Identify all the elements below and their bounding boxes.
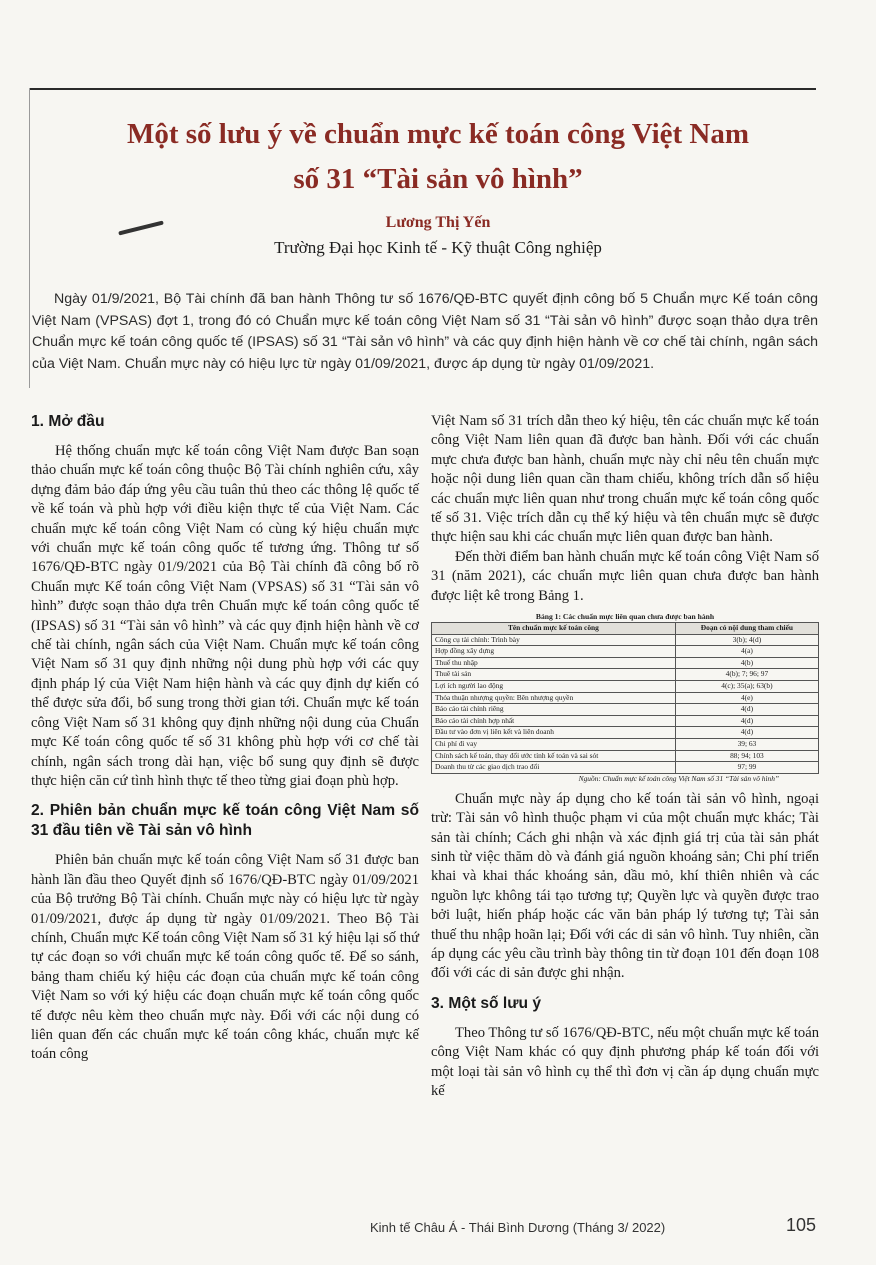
reference-paragraphs: 88; 94; 103	[675, 750, 818, 762]
table-row	[432, 704, 819, 716]
left-column	[31, 412, 419, 1065]
journal-name: Kinh tế Châu Á - Thái Bình Dương (Tháng 3/ 2022)	[370, 1220, 666, 1235]
section-2-heading: 2. Phiên bản chuẩn mực kế toán công Việt Nam số 31 đầu tiên về Tài sản vô hình	[31, 802, 419, 840]
reference-paragraphs: 39; 63	[675, 739, 818, 751]
reference-paragraphs: 3(b); 4(d)	[675, 634, 818, 646]
standard-name: Hợp đồng xây dựng	[432, 646, 676, 658]
standard-name: Lợi ích người lao động	[432, 681, 676, 693]
table-header-standard: Tên chuẩn mực kế toán công	[432, 623, 676, 635]
standard-name: Thỏa thuận nhượng quyền: Bên nhượng quyền	[432, 692, 676, 704]
reference-paragraphs: 97; 99	[675, 762, 818, 774]
reference-paragraphs: 4(d)	[675, 715, 818, 727]
standard-name: Thuế thu nhập	[432, 657, 676, 669]
table-row	[432, 657, 819, 669]
reference-paragraphs: 4(c); 35(a); 63(b)	[675, 681, 818, 693]
table-row	[432, 727, 819, 739]
author-affiliation: Trường Đại học Kinh tế - Kỹ thuật Công nghiệp	[274, 238, 602, 257]
standard-name: Chính sách kế toán, thay đổi ước tính kế toán và sai sót	[432, 750, 676, 762]
standard-name: Đầu tư vào đơn vị liên kết và liên doanh	[432, 727, 676, 739]
table-row	[432, 681, 819, 693]
section-2-paragraph-1: Phiên bản chuẩn mực kế toán công Việt Nam số 31 được ban hành lần đầu theo Quyết định số 1676/QĐ-BTC ngày 01/09/2021 của Bộ trưởng Bộ Tài chính. Chuẩn mực này có hiệu lực từ ngày 01/09/2021, được áp dụng từ ngày 01/09/2021. Theo Bộ Tài chính, Chuẩn mực Kế toán công Việt Nam số 31 ký hiệu lại số thứ tự các đoạn so với chuẩn mực kế toán công quốc tế. Để so sánh, bảng tham chiếu ký hiệu các đoạn của chuẩn mực kế toán công Việt Nam so với ký hiệu các đoạn chuẩn mực kế toán công quốc tế được nêu kèm theo chuẩn mực này. Đối với các nội dung có liên quan đến các chuẩn mực kế toán công khác, chuẩn mực kế toán công	[31, 852, 419, 1063]
standard-name: Công cụ tài chính: Trình bày	[432, 634, 676, 646]
standard-name: Thuê tài sản	[432, 669, 676, 681]
standard-name: Báo cáo tài chính riêng	[432, 704, 676, 716]
table-row	[432, 739, 819, 751]
table-row	[432, 715, 819, 727]
article-title	[40, 112, 836, 202]
section-2-paragraph-3: Đến thời điểm ban hành chuẩn mực kế toán công Việt Nam số 31 (năm 2021), các chuẩn mực liên quan chưa được ban hành được liệt kê trong Bảng 1.	[431, 548, 819, 604]
table-1	[431, 612, 819, 784]
right-column	[431, 412, 819, 1101]
reference-paragraphs: 4(e)	[675, 692, 818, 704]
section-3-heading: 3. Một số lưu ý	[431, 994, 542, 1012]
table-source: Nguồn: Chuẩn mực kế toán công Việt Nam số 31 “Tài sản vô hình”	[578, 773, 779, 783]
page-number: 105	[786, 1215, 817, 1235]
table-header-row	[432, 623, 819, 635]
reference-paragraphs: 4(b); 7; 96; 97	[675, 669, 818, 681]
section-2-paragraph-4: Chuẩn mực này áp dụng cho kế toán tài sản vô hình, ngoại trừ: Tài sản vô hình thuộc phạm vi của một chuẩn mực khác; Tài sản tài chính; Cách ghi nhận và xác định giá trị của tài sản phát sinh từ việc thăm dò và đánh giá nguồn khoáng sản; Chi phí triển khai và khai thác khoáng sản, dầu mỏ, khí thiên nhiên và các nguồn lực không tái tạo tương tự; Quyền lực và quyền được trao bởi luật, hiến pháp hoặc các văn bản pháp lý tương tự; Tài sản thuế thu nhập hoãn lại; Đối với các di sản vô hình. Tuy nhiên, cần áp dụng các yêu cầu trình bày thông tin từ đoạn 101 đến đoạn 108 đối với các di sản được ghi nhận.	[431, 790, 819, 982]
section-1-paragraph: Hệ thống chuẩn mực kế toán công Việt Nam được Ban soạn thảo chuẩn mực kế toán công thuộc Bộ Tài chính nghiên cứu, xây dựng đảm bảo đáp ứng yêu cầu tuân thủ theo các thông lệ quốc tế về kế toán và phù hợp với điều kiện thực tế của Việt Nam. Các chuẩn mực kế toán công Việt Nam có cùng ký hiệu chuẩn mực với chuẩn mực kế toán công quốc tế tương ứng. Thông tư số 1676/QĐ-BTC ngày 01/9/2021 của Bộ Tài chính đã công bố rõ Chuẩn mực Kế toán công Việt Nam (VPSAS) số 31 “Tài sản vô hình” được soạn thảo dựa trên Chuẩn mực kế toán công quốc tế (IPSAS) số 31 “Tài sản vô hình” và các quy định hiện hành về cơ chế tài chính, ngân sách của Việt Nam. Chuẩn mực kế toán công Việt Nam số 31 quy định những nội dung phù hợp với các quy định pháp lý của Việt Nam hiện hành và các quy định dự kiến có thể được sửa đổi, bổ sung trong thời gian tới. Chuẩn mực kế toán công Việt Nam số 31 không quy định những nội dung của Chuẩn mực Kế toán công quốc tế số 31 không phù hợp với cơ chế tài chính, ngân sách trong dài hạn, việc bổ sung quy định sẽ được thực hiện căn cứ tình hình thực tế theo từng giai đoạn phù hợp.	[31, 443, 419, 789]
header-rule	[30, 88, 816, 90]
title-line-1: Một số lưu ý về chuẩn mực kế toán công Việt Nam	[126, 118, 750, 150]
title-line-2: số 31 “Tài sản vô hình”	[293, 163, 583, 195]
section-3-paragraph-1: Theo Thông tư số 1676/QĐ-BTC, nếu một chuẩn mực kế toán công Việt Nam khác có quy định phương pháp kế toán đối với một loại tài sản vô hình cụ thể thì đơn vị cần áp dụng chuẩn mực kế	[431, 1024, 819, 1100]
table-1-grid	[431, 622, 819, 774]
table-row	[432, 634, 819, 646]
table-row	[432, 669, 819, 681]
reference-paragraphs: 4(a)	[675, 646, 818, 658]
standard-name: Báo cáo tài chính hợp nhất	[432, 715, 676, 727]
standard-name: Chi phí đi vay	[432, 739, 676, 751]
table-row	[432, 762, 819, 774]
reference-paragraphs: 4(d)	[675, 727, 818, 739]
author-name: Lương Thị Yến	[385, 214, 491, 231]
table-row	[432, 646, 819, 658]
table-caption: Bảng 1: Các chuẩn mực liên quan chưa được ban hành	[535, 612, 715, 622]
table-row	[432, 750, 819, 762]
table-row	[432, 692, 819, 704]
table-header-reference: Đoạn có nội dung tham chiếu	[675, 623, 818, 635]
abstract: Ngày 01/9/2021, Bộ Tài chính đã ban hành Thông tư số 1676/QĐ-BTC quyết định công bố 5 Chuẩn mực Kế toán công Việt Nam (VPSAS) đợt 1, trong đó có Chuẩn mực kế toán công Việt Nam số 31 “Tài sản vô hình” được soạn thảo dựa trên Chuẩn mực kế toán công quốc tế (IPSAS) số 31 “Tài sản vô hình” và các quy định hiện hành về cơ chế tài chính, ngân sách của Việt Nam. Chuẩn mực này có hiệu lực từ ngày 01/09/2021, được áp dụng từ ngày 01/09/2021.	[32, 291, 818, 372]
section-2-paragraph-2: Việt Nam số 31 trích dẫn theo ký hiệu, tên các chuẩn mực kế toán công Việt Nam liên quan đã được ban hành. Đối với các chuẩn mực chưa được ban hành, chuẩn mực này chỉ nêu tên chuẩn mực hoặc nội dung liên quan cần tham chiếu, không trích dẫn số hiệu các chuẩn mực liên quan như trong chuẩn mực kế toán công quốc tế số 31. Việc trích dẫn cụ thể ký hiệu và tên chuẩn mực sẽ được thực hiện sau khi các chuẩn mực liên quan được ban hành.	[431, 413, 819, 546]
reference-paragraphs: 4(b)	[675, 657, 818, 669]
standard-name: Doanh thu từ các giao dịch trao đổi	[432, 762, 676, 774]
reference-paragraphs: 4(d)	[675, 704, 818, 716]
section-1-heading: 1. Mở đầu	[31, 413, 105, 430]
